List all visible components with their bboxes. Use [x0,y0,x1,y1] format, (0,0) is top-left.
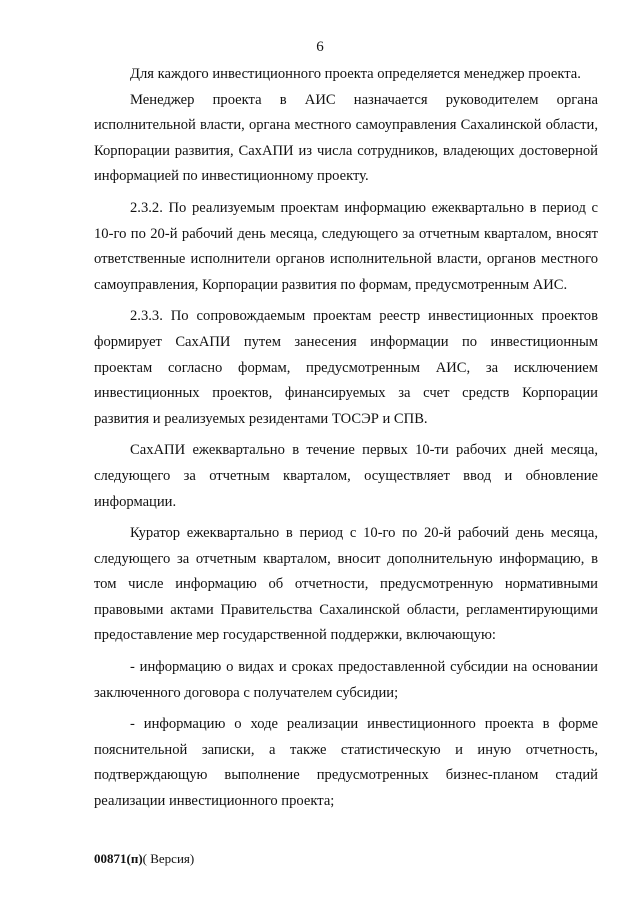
paragraph: Куратор ежеквартально в период с 10-го по 20-й рабочий день месяца, следующего за отчетным кварталом, вносит дополнительную информацию, в том числе информацию об отчетности, предусмотренную нормативными правовыми актами Правительства Сахалинской области, регламентирующими предоставление мер государственной поддержки, включающую: [94,525,598,644]
paragraph: 2.3.2. По реализуемым проектам информацию ежеквартально в период с 10-го по 20-й рабочий день месяца, следующего за отчетным кварталом, вносят ответственные исполнители органов исполнительной власти, органов местного самоуправления, Корпорации развития по формам, предусмотренным АИС. [94,199,598,293]
document-version: ( Версия) [142,851,195,866]
page-number: 6 [316,39,324,55]
list-item: - информацию о ходе реализации инвестиционного проекта в форме пояснительной записки, а также статистическую и иную отчетность, подтверждающую выполнение предусмотренных бизнес-планом стадий реализации инвестиционного проекта; [94,716,598,810]
paragraph: Менеджер проекта в АИС назначается руководителем органа исполнительной власти, органа местного самоуправления Сахалинской области, Корпорации развития, СахАПИ из числа сотрудников, владеющих достоверной информацией по инвестиционному проекту. [94,91,598,185]
paragraph: 2.3.3. По сопровождаемым проектам реестр инвестиционных проектов формирует СахАПИ путем занесения информации по инвестиционным проектам согласно формам, предусмотренным АИС, за исключением инвестиционных проектов, финансируемых за счет средств Корпорации развития и реализуемых резидентами ТОСЭР и СПВ. [94,308,598,427]
paragraph: СахАПИ ежеквартально в течение первых 10-ти рабочих дней месяца, следующего за отчетным кварталом, осуществляет ввод и обновление информации. [94,442,598,510]
footer [94,851,194,867]
list-item: - информацию о видах и сроках предоставленной субсидии на основании заключенного договора с получателем субсидии; [94,659,598,701]
paragraph: Для каждого инвестиционного проекта определяется менеджер проекта. [130,66,581,82]
body-text [94,62,598,815]
document-code: 00871(п) [94,851,143,866]
